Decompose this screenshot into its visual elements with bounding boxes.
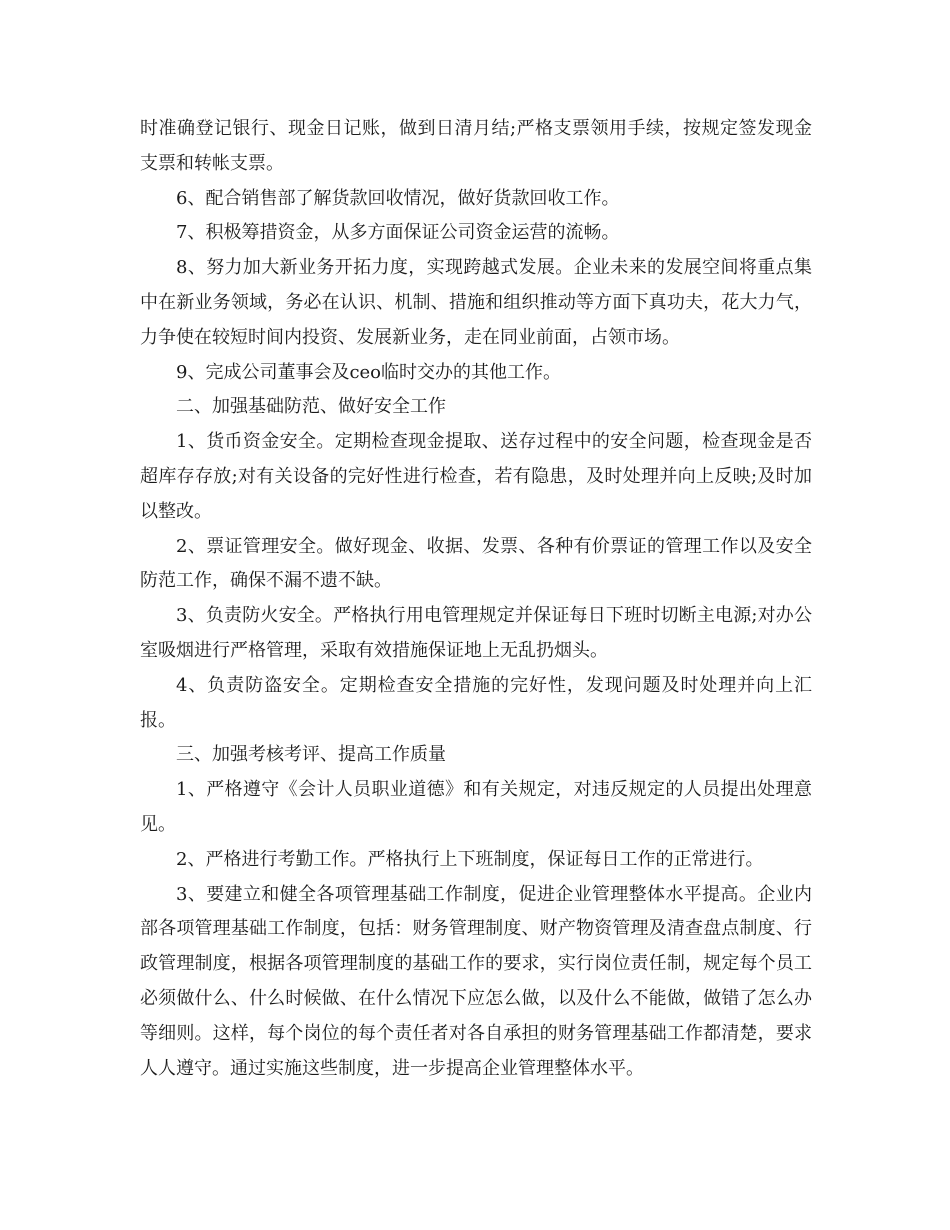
- paragraph-quality-3: 3、要建立和健全各项管理基础工作制度，促进企业管理整体水平提高。企业内部各项管理基础工作制度，包括：财务管理制度、财产物资管理及清查盘点制度、行政管理制度，根据各项管理制度的基础工作的要求，实行岗位责任制，规定每个员工必须做什么、什么时候做、在什么情况下应怎么做，以及什么不能做，做错了怎么办等细则。这样，每个岗位的每个责任者对各自承担的财务管理基础工作都清楚，要求人人遵守。通过实施这些制度，进一步提高企业管理整体水平。: [140, 883, 812, 1079]
- paragraph-item-6: 6、配合销售部了解货款回收情况，做好货款回收工作。: [176, 187, 620, 209]
- paragraph-safety-1: 1、货币资金安全。定期检查现金提取、送存过程中的安全问题，检查现金是否超库存存放;对有关设备的完好性进行检查，若有隐患，及时处理并向上反映;及时加以整改。: [140, 431, 812, 522]
- paragraph-quality-2: 2、严格进行考勤工作。严格执行上下班制度，保证每日工作的正常进行。: [176, 848, 764, 870]
- section-heading-3: 三、加强考核考评、提高工作质量: [176, 744, 446, 766]
- document-body: [140, 112, 812, 1086]
- paragraph-safety-2: 2、票证管理安全。做好现金、收据、发票、各种有价票证的管理工作以及安全防范工作，确保不漏不遗不缺。: [140, 535, 812, 592]
- paragraph-safety-4: 4、负责防盗安全。定期检查安全措施的完好性，发现问题及时处理并向上汇报。: [140, 674, 812, 731]
- section-heading-2: 二、加强基础防范、做好安全工作: [176, 396, 446, 418]
- paragraph-item-7: 7、积极筹措资金，从多方面保证公司资金运营的流畅。: [176, 222, 620, 244]
- paragraph-continuation: 时准确登记银行、现金日记账，做到日清月结;严格支票领用手续，按规定签发现金支票和转帐支票。: [140, 118, 812, 174]
- paragraph-safety-3: 3、负责防火安全。严格执行用电管理规定并保证每日下班时切断主电源;对办公室吸烟进行严格管理，采取有效措施保证地上无乱扔烟头。: [140, 605, 812, 661]
- paragraph-item-9: 9、完成公司董事会及ceo临时交办的其他工作。: [176, 361, 562, 383]
- paragraph-quality-1: 1、严格遵守《会计人员职业道德》和有关规定，对违反规定的人员提出处理意见。: [140, 779, 812, 835]
- paragraph-item-8: 8、努力加大新业务开拓力度，实现跨越式发展。企业未来的发展空间将重点集中在新业务领域，务必在认识、机制、措施和组织推动等方面下真功夫，花大力气，力争使在较短时间内投资、发展新业务，走在同业前面，占领市场。: [140, 257, 812, 348]
